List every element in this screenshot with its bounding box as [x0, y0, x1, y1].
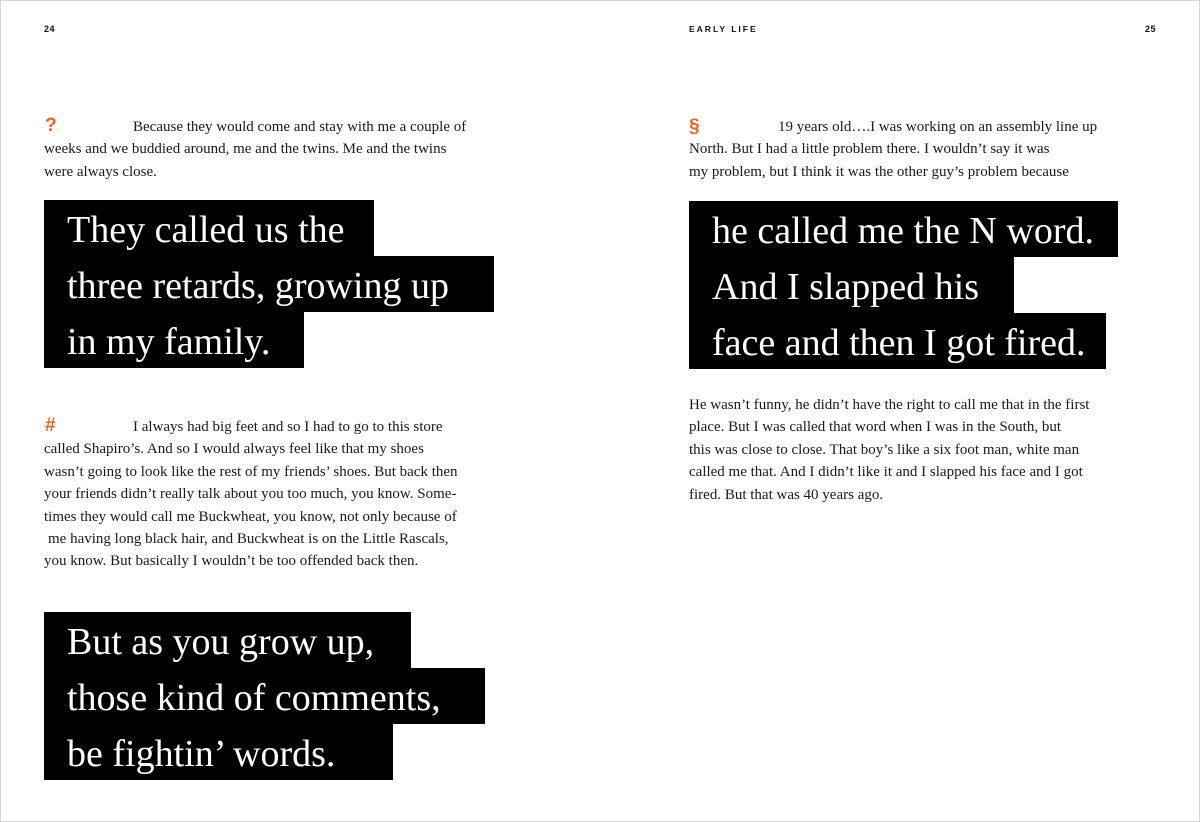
entry-paragraph-3 — [689, 116, 1097, 183]
text-line: you know. But basically I wouldn’t be too offended back then. — [44, 553, 419, 570]
text-line: weeks and we buddied around, me and the twins. Me and the twins — [44, 141, 447, 158]
pull-quote-line: three retards, growing up — [44, 256, 494, 312]
pull-quote-1 — [44, 200, 494, 368]
running-head: EARLY LIFE — [689, 24, 758, 34]
section-sign-glyph-icon: § — [689, 116, 700, 137]
right-page — [600, 0, 1200, 822]
text-line: times they would call me Buckwheat, you know, not only because of — [44, 508, 457, 525]
pull-quote-line: They called us the — [44, 200, 374, 256]
text-line: your friends didn’t really talk about you too much, you know. Some- — [44, 486, 457, 503]
page-number-left: 24 — [44, 24, 56, 34]
pull-quote-line: he called me the N word. — [689, 201, 1118, 257]
paragraph — [689, 394, 1089, 506]
question-mark-glyph-icon: ? — [45, 115, 57, 136]
text-line: Because they would come and stay with me a couple of — [133, 119, 467, 135]
pull-quote-3 — [689, 201, 1118, 369]
page-number-right: 25 — [1145, 24, 1157, 34]
entry-paragraph-1 — [44, 116, 466, 183]
text-line: fired. But that was 40 years ago. — [689, 486, 884, 503]
text-line: my problem, but I think it was the other guy’s problem because — [689, 163, 1069, 180]
hash-glyph-icon: # — [45, 415, 56, 436]
text-line: I always had big feet and so I had to go to this store — [133, 419, 443, 435]
pull-quote-line: face and then I got fired. — [689, 313, 1106, 369]
text-line: 19 years old….I was working on an assembly line up — [778, 119, 1098, 135]
entry-paragraph-2 — [44, 416, 458, 573]
pull-quote-line: those kind of comments, — [44, 668, 485, 724]
pull-quote-line: And I slapped his — [689, 257, 1014, 313]
text-line: wasn’t going to look like the rest of my friends’ shoes. But back then — [44, 463, 458, 480]
text-line: were always close. — [44, 163, 157, 180]
text-line: North. But I had a little problem there. I wouldn’t say it was — [689, 141, 1050, 158]
pull-quote-line: But as you grow up, — [44, 612, 411, 668]
text-line: called me that. And I didn’t like it and I slapped his face and I got — [689, 464, 1083, 481]
pull-quote-line: in my family. — [44, 312, 304, 368]
text-line: this was close to close. That boy’s like a six foot man, white man — [689, 441, 1080, 458]
text-line: He wasn’t funny, he didn’t have the right to call me that in the first — [689, 397, 1090, 413]
pull-quote-line: be fightin’ words. — [44, 724, 393, 780]
text-line: me having long black hair, and Buckwheat is on the Little Rascals, — [48, 531, 449, 548]
text-line: place. But I was called that word when I was in the South, but — [689, 419, 1061, 436]
text-line: called Shapiro’s. And so I would always feel like that my shoes — [44, 441, 424, 458]
pull-quote-2 — [44, 612, 485, 780]
